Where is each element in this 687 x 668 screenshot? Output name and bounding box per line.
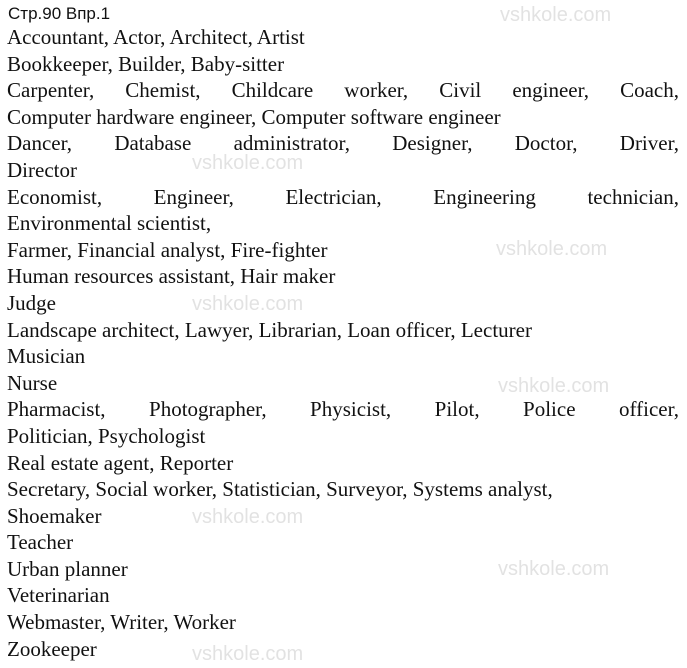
text-line: Real estate agent, Reporter — [7, 450, 234, 475]
text-line: Carpenter, Chemist, Childcare worker, Civil engineer, Coach, — [7, 78, 679, 103]
text-line: Computer hardware engineer, Computer software engineer — [7, 104, 501, 129]
watermark: vshkole.com — [192, 643, 304, 665]
text-line: Urban planner — [7, 556, 128, 581]
text-line: Nurse — [7, 370, 58, 395]
text-line: Zookeeper — [7, 636, 97, 661]
text-line: Webmaster, Writer, Worker — [7, 610, 236, 635]
text-line: Politician, Psychologist — [7, 423, 206, 448]
watermark: vshkole.com — [500, 4, 612, 26]
profession-list — [7, 24, 679, 662]
text-line: Environmental scientist, — [7, 211, 212, 236]
text-line: Economist, Engineer, Electrician, Engineering technician, — [7, 184, 679, 209]
text-line: Landscape architect, Lawyer, Librarian, Loan officer, Lecturer — [7, 317, 532, 342]
text-line: Secretary, Social worker, Statistician, Surveyor, Systems analyst, — [7, 477, 553, 502]
watermark: vshkole.com — [498, 375, 610, 397]
page-title: Стр.90 Впр.1 — [8, 4, 111, 23]
text-line: Farmer, Financial analyst, Fire-fighter — [7, 237, 328, 262]
text-line: Human resources assistant, Hair maker — [7, 264, 336, 289]
text-line: Bookkeeper, Builder, Baby-sitter — [7, 51, 285, 76]
text-line: Shoemaker — [7, 503, 102, 528]
text-line: Director — [7, 157, 77, 182]
text-line: Teacher — [7, 530, 74, 555]
text-line: Judge — [7, 290, 56, 315]
text-line: Accountant, Actor, Architect, Artist — [7, 25, 305, 49]
watermark: vshkole.com — [192, 506, 304, 528]
watermark: vshkole.com — [496, 238, 608, 260]
text-line: Veterinarian — [7, 583, 110, 608]
watermark: vshkole.com — [192, 152, 304, 174]
watermark: vshkole.com — [498, 558, 610, 580]
text-line: Dancer, Database administrator, Designer, Doctor, Driver, — [7, 131, 679, 156]
text-line: Pharmacist, Photographer, Physicist, Pilot, Police officer, — [7, 397, 679, 422]
watermark: vshkole.com — [192, 293, 304, 315]
text-line: Musician — [7, 344, 86, 369]
